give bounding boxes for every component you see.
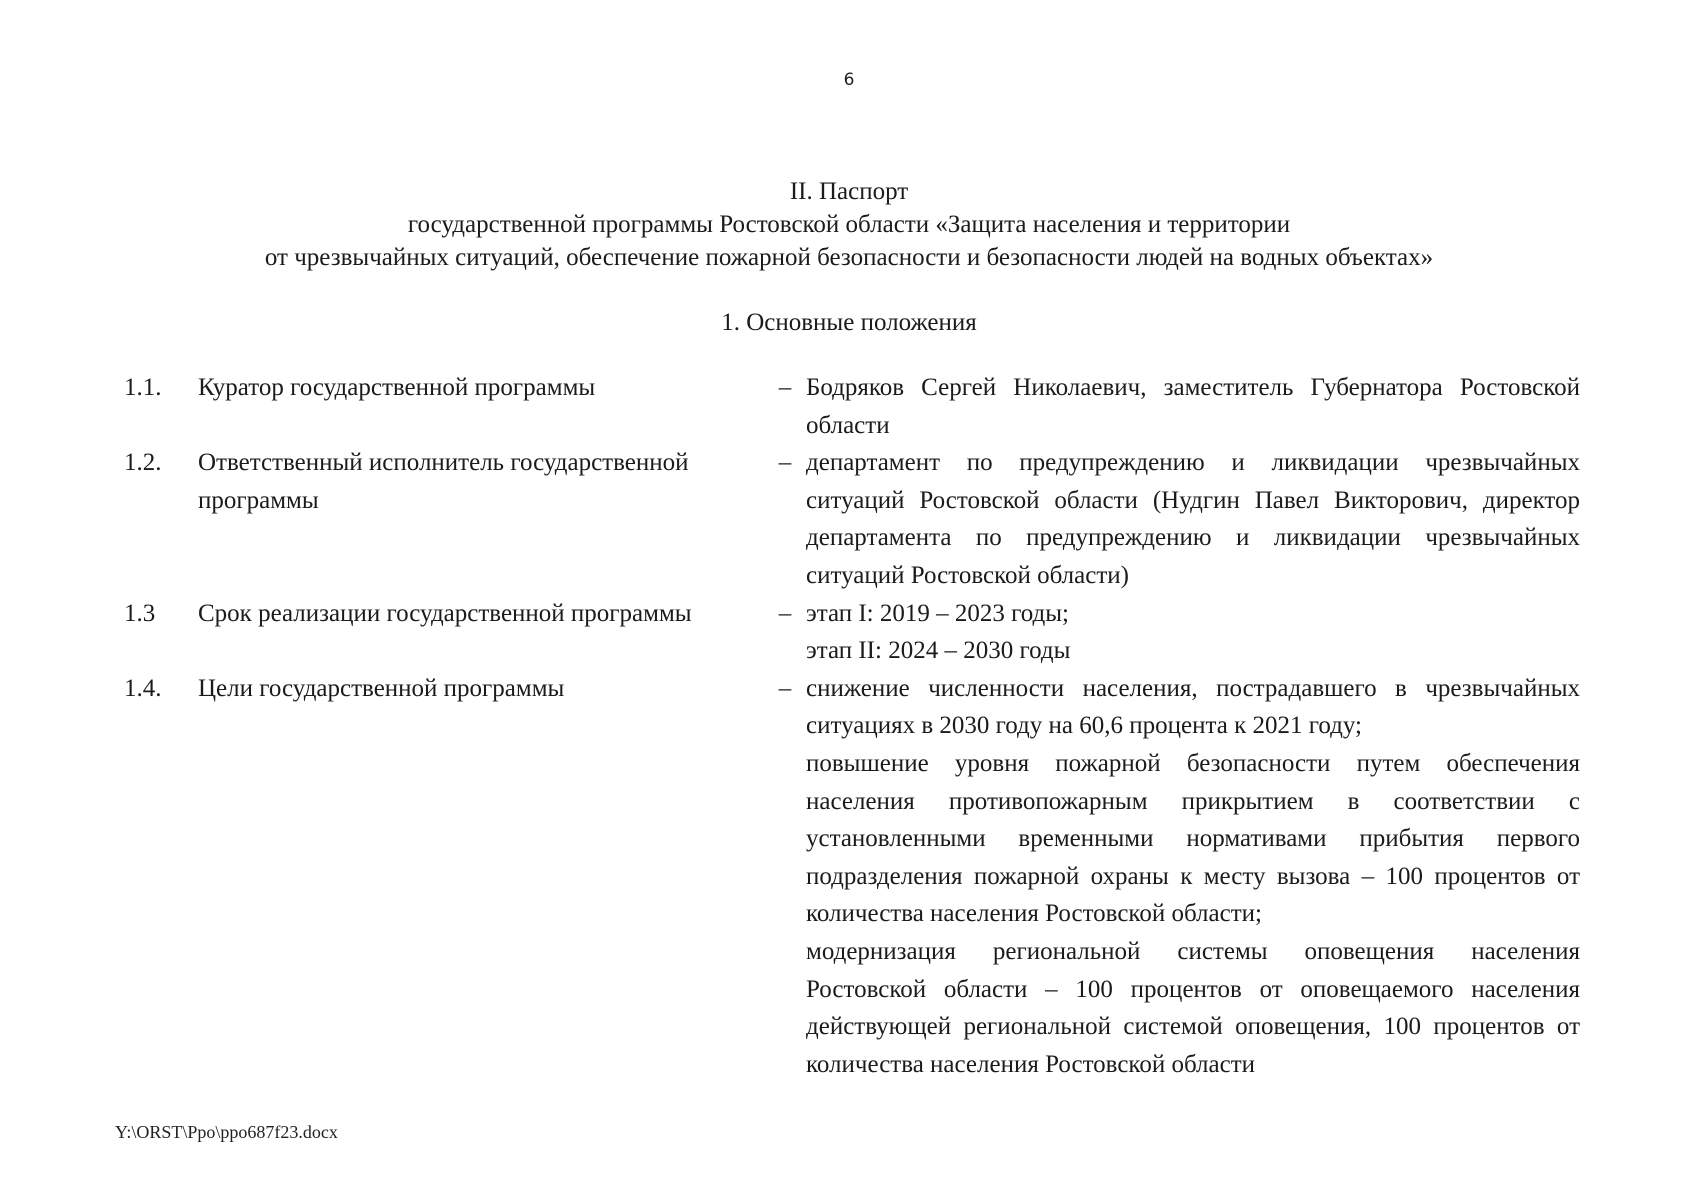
page-number: 6 bbox=[843, 70, 855, 90]
row-label: Ответственный исполнитель государственной программы bbox=[198, 449, 689, 514]
value-paragraph: этап II: 2024 – 2030 годы bbox=[806, 637, 1071, 665]
file-path-footer: Y:\ORST\Ppo\ppo687f23.docx bbox=[115, 1122, 338, 1142]
row-number: 1.2. bbox=[124, 449, 162, 477]
row-value bbox=[806, 595, 1580, 670]
passport-row bbox=[124, 444, 1580, 594]
row-label: Срок реализации государственной программы bbox=[198, 599, 692, 627]
passport-row bbox=[124, 595, 1580, 670]
row-label: Куратор государственной программы bbox=[198, 374, 596, 401]
row-value bbox=[806, 670, 1580, 1084]
row-label: Цели государственной программы bbox=[198, 674, 565, 702]
passport-row bbox=[124, 670, 1580, 1084]
row-dash: – bbox=[778, 449, 792, 477]
row-dash: – bbox=[778, 374, 792, 401]
value-paragraph: повышение уровня пожарной безопасности путем обеспечения населения противопожарным прикрытием в соответствии с установленными временными нормативами прибытия первого подразделения пожарной охраны к месту вызова – 100 процентов от количества населения Ростовской области; bbox=[806, 749, 1580, 928]
heading-section-title: II. Паспорт bbox=[789, 178, 909, 205]
row-dash: – bbox=[778, 599, 792, 627]
value-paragraph: Бодряков Сергей Николаевич, заместитель Губернатора Ростовской области bbox=[806, 374, 1580, 439]
row-number: 1.3 bbox=[124, 599, 156, 627]
passport-row bbox=[124, 369, 1580, 444]
heading-program-title-line2: от чрезвычайных ситуаций, обеспечение пожарной безопасности и безопасности людей на водных объектах» bbox=[264, 244, 1434, 271]
value-paragraph: снижение численности населения, пострадавшего в чрезвычайных ситуациях в 2030 году на 60,6 процента к 2021 году; bbox=[806, 674, 1580, 740]
row-number: 1.1. bbox=[124, 374, 162, 401]
row-value bbox=[806, 369, 1580, 444]
document-heading bbox=[0, 175, 1698, 274]
value-paragraph: департамент по предупреждению и ликвидации чрезвычайных ситуаций Ростовской области (Нудгин Павел Викторович, директор департамента по предупреждению и ликвидации чрезвычайных ситуаций Ростовской области) bbox=[806, 449, 1580, 589]
value-paragraph: модернизация региональной системы оповещения населения Ростовской области – 100 процентов от оповещаемого населения действующей региональной системой оповещения, 100 процентов от количества населения Ростовской области bbox=[806, 937, 1580, 1078]
row-value bbox=[806, 444, 1580, 594]
value-paragraph: этап I: 2019 – 2023 годы; bbox=[806, 599, 1070, 627]
row-dash: – bbox=[778, 674, 792, 702]
heading-program-title-line1: государственной программы Ростовской области «Защита населения и территории bbox=[407, 211, 1291, 238]
section-title: 1. Основные положения bbox=[721, 309, 977, 336]
passport-table bbox=[124, 369, 1580, 1083]
row-number: 1.4. bbox=[124, 674, 162, 702]
